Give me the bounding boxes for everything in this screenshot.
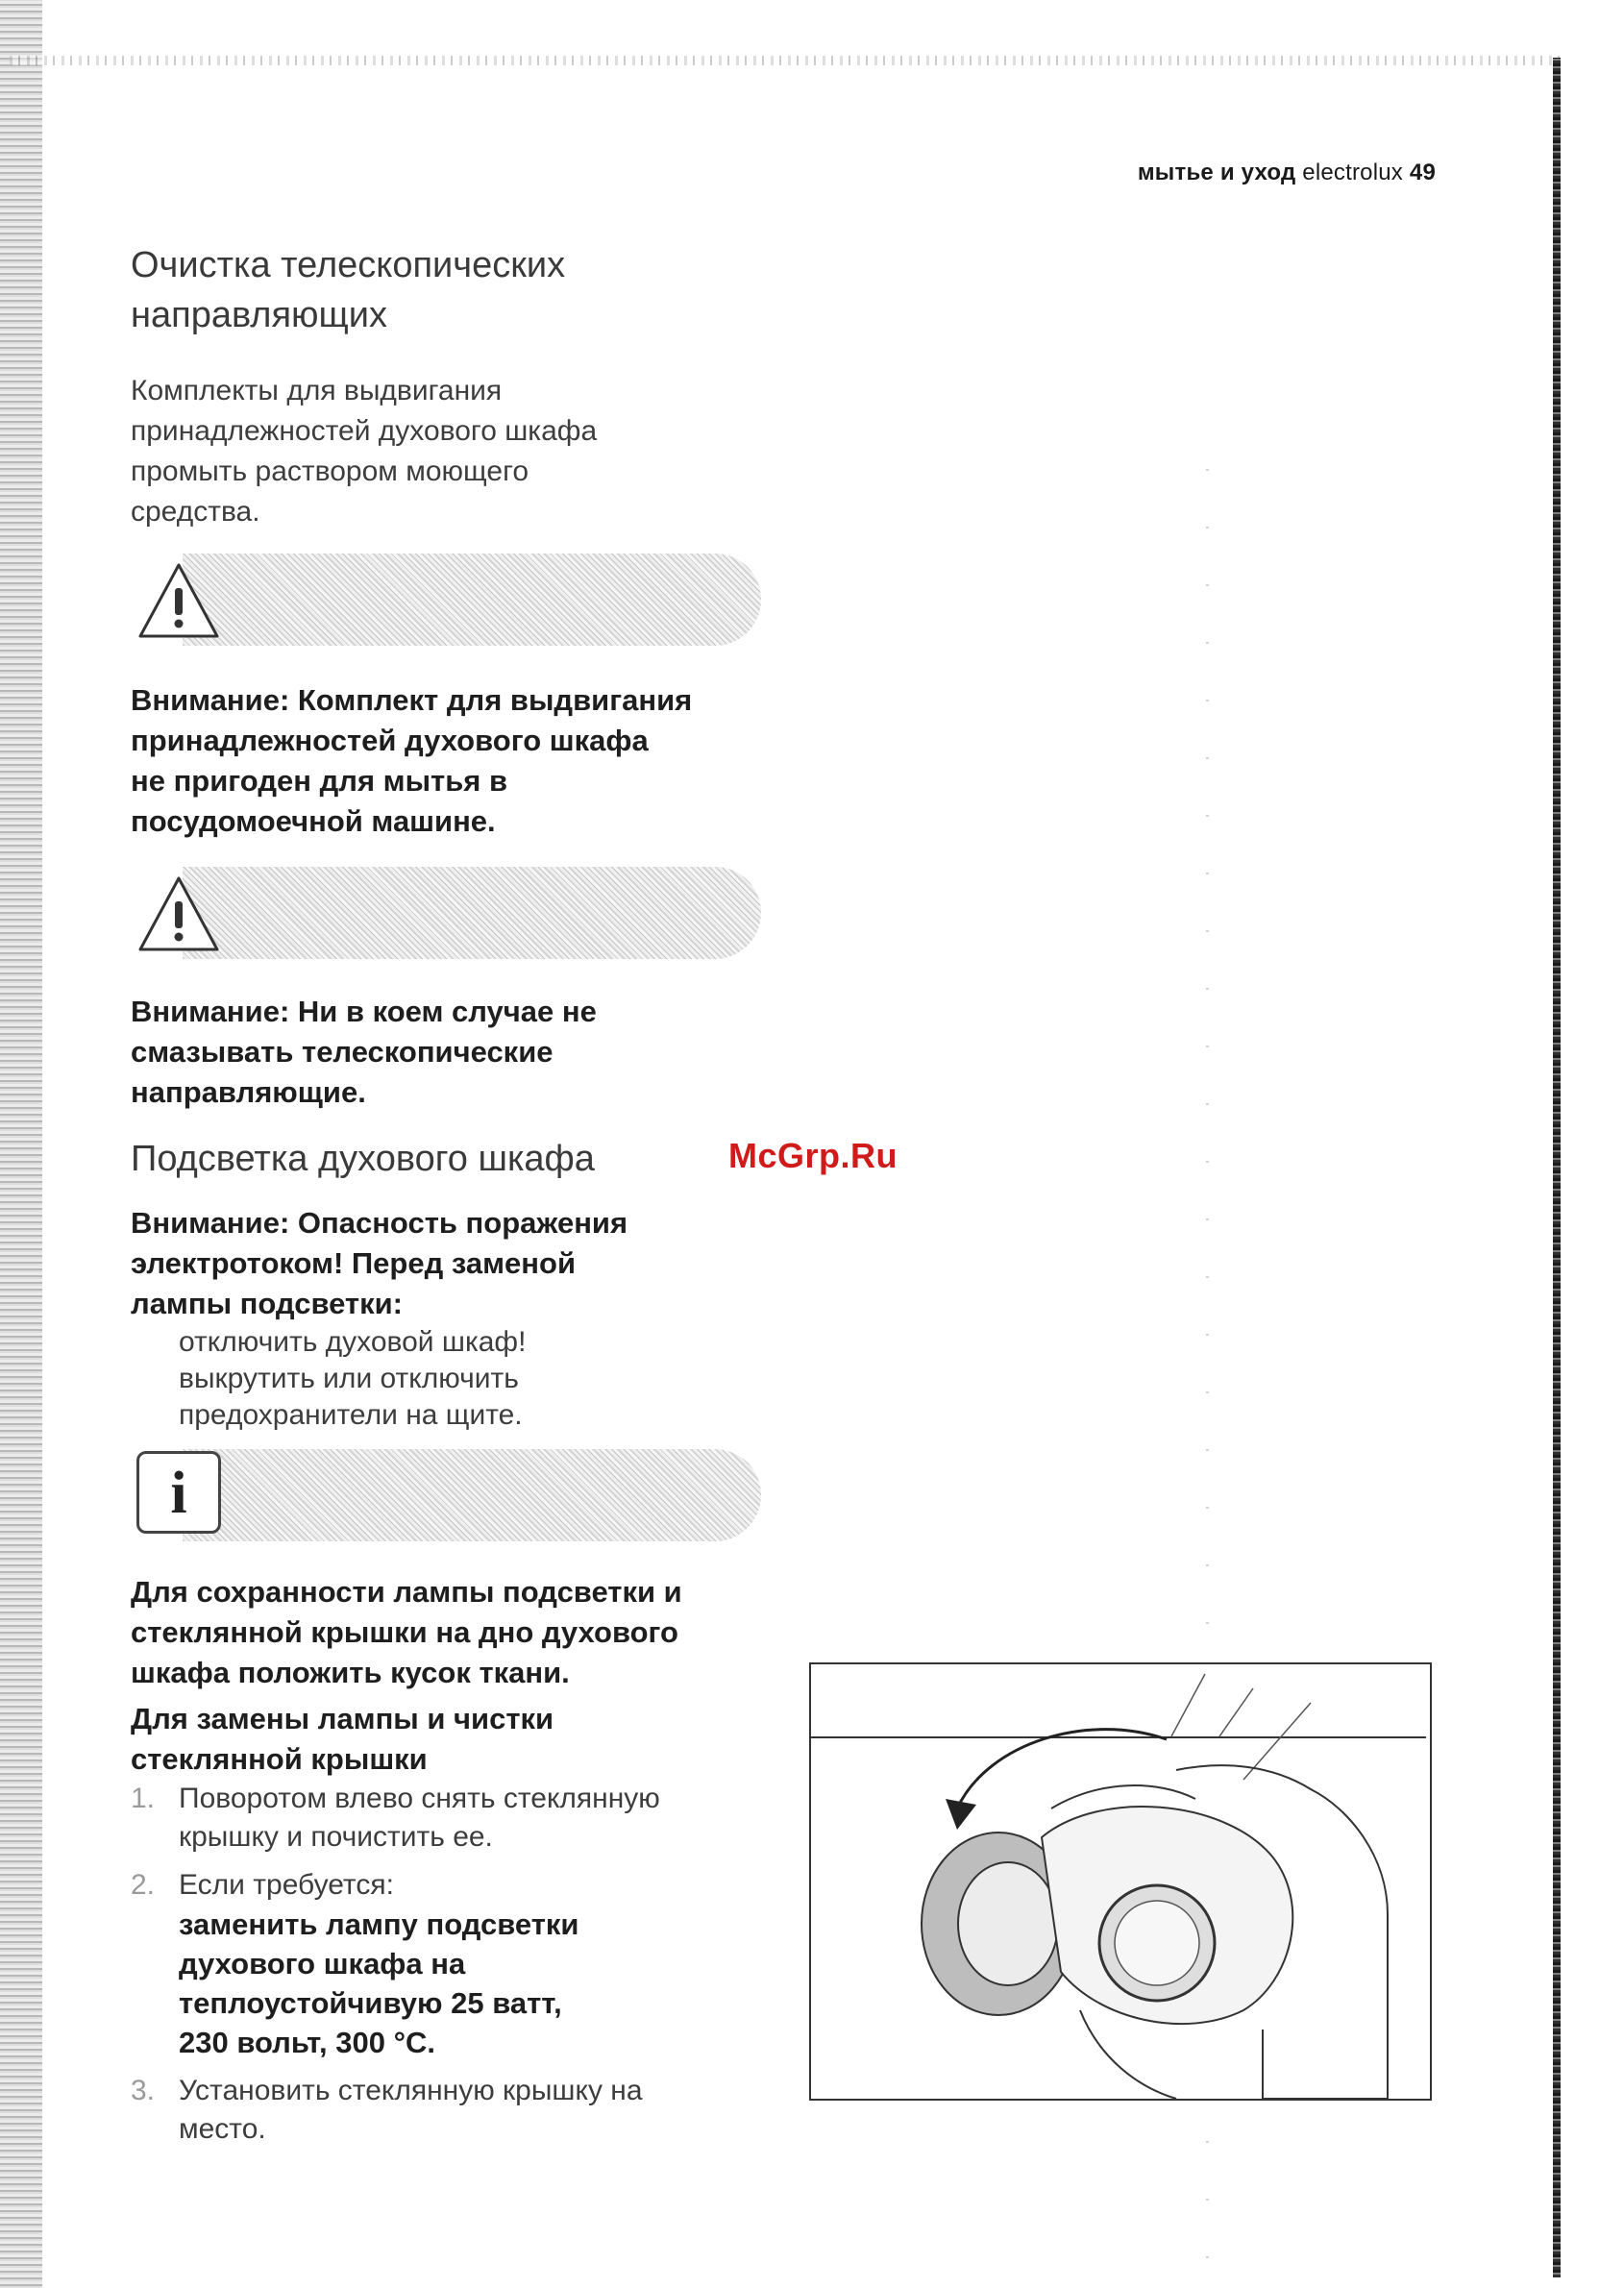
step-line-bold: теплоустойчивую 25 ватт, [179, 1986, 562, 2020]
step-line: Установить стеклянную крышку на [179, 2075, 643, 2106]
info-band [183, 1449, 761, 1541]
list-item [131, 1866, 660, 2062]
scan-edge-top [10, 56, 1566, 65]
section-title-lighting: Подсветка духового шкафа [131, 1139, 595, 1179]
info-line: шкафа положить кусок ткани. [131, 1656, 570, 1689]
section-title-line: направляющих [131, 295, 388, 335]
lamp-cover-illustration [809, 1662, 1432, 2101]
warning-band [183, 867, 761, 959]
warning-line: принадлежностей духового шкафа [131, 724, 649, 757]
warning-line: электротоком! Перед заменой [131, 1246, 577, 1280]
watermark: McGrp.Ru [728, 1136, 898, 1175]
section-title-cleaning [131, 240, 565, 340]
instruction-line: предохранители на щите. [179, 1399, 523, 1431]
warning-dishwasher [131, 680, 692, 842]
warning-lubrication [131, 992, 597, 1113]
lamp-illustration-drawing [811, 1664, 1430, 2099]
heading-line: Для замены лампы и чистки [131, 1702, 554, 1735]
section-title-line: Очистка телескопических [131, 245, 566, 285]
header-section: мытье и уход [1137, 160, 1296, 185]
step-line: Поворотом влево снять стеклянную [179, 1783, 660, 1814]
header-brand: electrolux [1302, 160, 1404, 185]
page-number: 49 [1409, 160, 1436, 185]
scan-edge-right [1553, 58, 1561, 2277]
warning-line: Внимание: Опасность поражения [131, 1206, 628, 1240]
paragraph-line: Комплекты для выдвигания [131, 375, 503, 406]
instruction-line: выкрутить или отключить [179, 1363, 519, 1394]
running-header [1138, 160, 1436, 186]
replace-steps [131, 1780, 660, 2158]
warning-line: лампы подсветки: [131, 1287, 403, 1320]
warning-line: направляющие. [131, 1075, 366, 1109]
step-line: место. [179, 2113, 266, 2145]
heading-line: стеклянной крышки [131, 1742, 428, 1776]
warning-line: не пригоден для мытья в [131, 764, 508, 798]
list-item [131, 1780, 660, 1857]
step-line-bold: 230 вольт, 300 °C. [179, 2026, 435, 2059]
instruction-line: отключить духовой шкаф! [179, 1326, 527, 1358]
info-icon: i [136, 1451, 221, 1534]
warning-line: смазывать телескопические [131, 1035, 554, 1069]
warning-electric-shock [131, 1203, 627, 1434]
info-line: Для сохранности лампы подсветки и [131, 1575, 682, 1609]
warning-line: Внимание: Ни в коем случае не [131, 995, 597, 1028]
paragraph-line: принадлежностей духового шкафа [131, 415, 598, 447]
cleaning-paragraph [131, 371, 597, 532]
step-line: Если требуется: [179, 1869, 394, 1901]
warning-triangle-icon [135, 559, 223, 642]
scan-edge-left [0, 0, 42, 2288]
warning-line: Внимание: Комплект для выдвигания [131, 683, 693, 717]
step-line-bold: духового шкафа на [179, 1947, 466, 1980]
info-note [131, 1572, 682, 1693]
paragraph-line: средства. [131, 496, 260, 528]
step-number: 3. [131, 2075, 156, 2106]
step-line: крышку и почистить ее. [179, 1821, 493, 1853]
step-number: 1. [131, 1783, 156, 1814]
warning-band [183, 554, 761, 646]
replace-heading [131, 1699, 554, 1780]
paragraph-line: промыть раствором моющего [131, 455, 529, 487]
info-line: стеклянной крышки на дно духового [131, 1615, 678, 1649]
warning-line: посудомоечной машине. [131, 804, 496, 838]
step-line-bold: заменить лампу подсветки [179, 1907, 579, 1941]
list-item [131, 2072, 660, 2149]
warning-triangle-icon [135, 873, 223, 955]
step-number: 2. [131, 1869, 156, 1901]
